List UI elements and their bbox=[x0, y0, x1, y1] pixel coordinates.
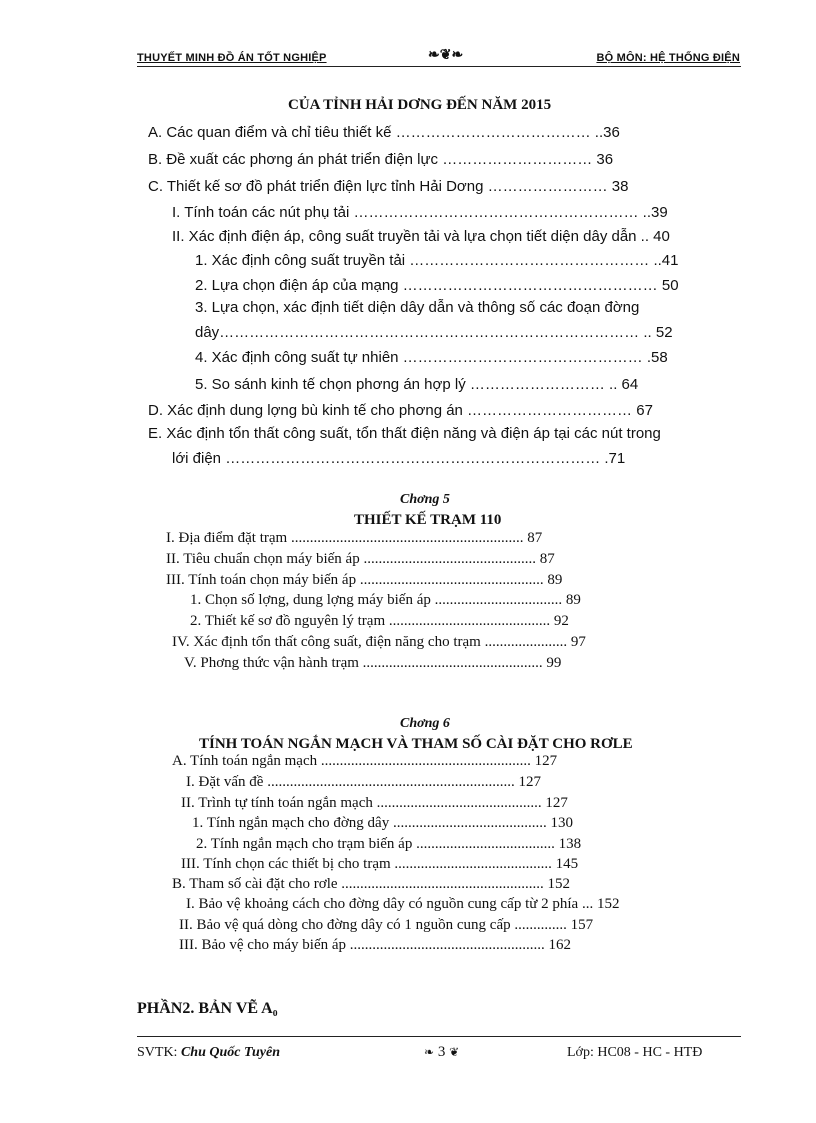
toc-entry: lới điện ………………………………………………………………… .71 bbox=[172, 450, 626, 467]
header-left: THUYẾT MINH ĐỒ ÁN TỐT NGHIỆP bbox=[137, 52, 327, 64]
chapter6-title: TÍNH TOÁN NGẮN MẠCH VÀ THAM SỐ CÀI ĐẶT CHO RƠLE bbox=[199, 736, 633, 752]
toc-entry: dây………………………………………………………………………… .. 52 bbox=[195, 324, 673, 341]
toc-entry: 1. Xác định công suất truyền tải ………………………………………… ..41 bbox=[195, 252, 679, 269]
part2-heading: PHẦN2. BẢN VẼ A₀ bbox=[137, 1000, 278, 1017]
footer-page bbox=[424, 1044, 459, 1061]
toc-entry: III. Tính toán chọn máy biến áp ................................................. 89 bbox=[166, 572, 563, 588]
toc-entry: 2. Lựa chọn điện áp của mạng …………………………………………… 50 bbox=[195, 277, 679, 294]
footer-author bbox=[137, 1045, 280, 1061]
header-rule bbox=[137, 66, 741, 67]
footer-author-label: SVTK: bbox=[137, 1045, 178, 1060]
toc-entry: III. Bảo vệ cho máy biến áp .................................................... 162 bbox=[179, 937, 572, 953]
chapter5-label: Chơng 5 bbox=[400, 492, 450, 507]
footer-page-number: 3 bbox=[437, 1044, 446, 1060]
footer-ornament-left: ❧ bbox=[424, 1045, 435, 1059]
chapter5-title: THIẾT KẾ TRẠM 110 bbox=[354, 512, 502, 528]
toc-entry: C. Thiết kế sơ đồ phát triển điện lực tỉnh Hải Dơng …………………… 38 bbox=[148, 178, 629, 195]
toc-entry: B. Đề xuất các phơng án phát triển điện lực ………………………… 36 bbox=[148, 151, 614, 168]
toc-entry: I. Bảo vệ khoảng cách cho đờng dây có nguồn cung cấp từ 2 phía ... 152 bbox=[186, 896, 620, 912]
footer-class: Lớp: HC08 - HC - HTĐ bbox=[567, 1045, 703, 1060]
header-right: BỘ MÔN: HỆ THỐNG ĐIỆN bbox=[596, 52, 740, 64]
toc-entry: II. Bảo vệ quá dòng cho đờng dây có 1 nguồn cung cấp .............. 157 bbox=[179, 917, 594, 933]
toc-entry: II. Xác định điện áp, công suất truyền tải và lựa chọn tiết diện dây dẫn .. 40 bbox=[172, 228, 670, 245]
toc-entry: 1. Chọn số lợng, dung lợng máy biến áp .................................. 89 bbox=[190, 592, 581, 608]
toc-entry: D. Xác định dung lợng bù kinh tế cho phơng án …………………………… 67 bbox=[148, 402, 653, 419]
toc-entry: II. Trình tự tính toán ngắn mạch ............................................ 127 bbox=[181, 795, 568, 811]
toc-entry: B. Tham số cài đặt cho rơle ...................................................... 152 bbox=[172, 876, 571, 892]
footer-author-name: Chu Quốc Tuyên bbox=[180, 1045, 281, 1060]
header-ornament: ❧❦❧ bbox=[428, 46, 464, 62]
toc-entry: 1. Tính ngắn mạch cho đờng dây ......................................... 130 bbox=[192, 815, 573, 831]
toc-entry: I. Tính toán các nút phụ tải ………………………………………………… ..39 bbox=[172, 204, 668, 221]
toc-entry: III. Tính chọn các thiết bị cho trạm .......................................... 145 bbox=[181, 856, 579, 872]
toc-entry: 4. Xác định công suất tự nhiên ………………………………………… .58 bbox=[195, 349, 668, 366]
footer-ornament-right: ❦ bbox=[449, 1045, 460, 1059]
toc-entry: II. Tiêu chuẩn chọn máy biến áp .............................................. 87 bbox=[166, 551, 555, 567]
toc-entry: 2. Thiết kế sơ đồ nguyên lý trạm ........................................... 92 bbox=[190, 613, 569, 629]
toc-entry: A. Các quan điểm và chỉ tiêu thiết kế ………………………………… ..36 bbox=[148, 124, 620, 141]
toc-entry: I. Đặt vấn đề .................................................................. 127 bbox=[186, 774, 541, 790]
toc-entry: IV. Xác định tổn thất công suất, điện năng cho trạm ...................... 97 bbox=[172, 634, 586, 650]
toc-entry: 3. Lựa chọn, xác định tiết diện dây dẫn và thông số các đoạn đờng bbox=[195, 299, 640, 316]
toc-entry: A. Tính toán ngắn mạch ........................................................ 127 bbox=[172, 753, 558, 769]
toc-entry: 5. So sánh kinh tế chọn phơng án hợp lý ……………………… .. 64 bbox=[195, 376, 639, 393]
chapter6-label: Chơng 6 bbox=[400, 716, 450, 731]
footer-rule bbox=[137, 1036, 741, 1037]
toc-entry: 2. Tính ngắn mạch cho trạm biến áp ..................................... 138 bbox=[196, 836, 582, 852]
section-title: CỦA TỈNH HẢI DƠNG ĐẾN NĂM 2015 bbox=[288, 97, 552, 113]
toc-entry: I. Địa điểm đặt trạm .............................................................. 87 bbox=[166, 530, 543, 546]
toc-entry: E. Xác định tổn thất công suất, tổn thất điện năng và điện áp tại các nút trong bbox=[148, 425, 661, 442]
toc-entry: V. Phơng thức vận hành trạm ................................................ 99 bbox=[184, 655, 562, 671]
